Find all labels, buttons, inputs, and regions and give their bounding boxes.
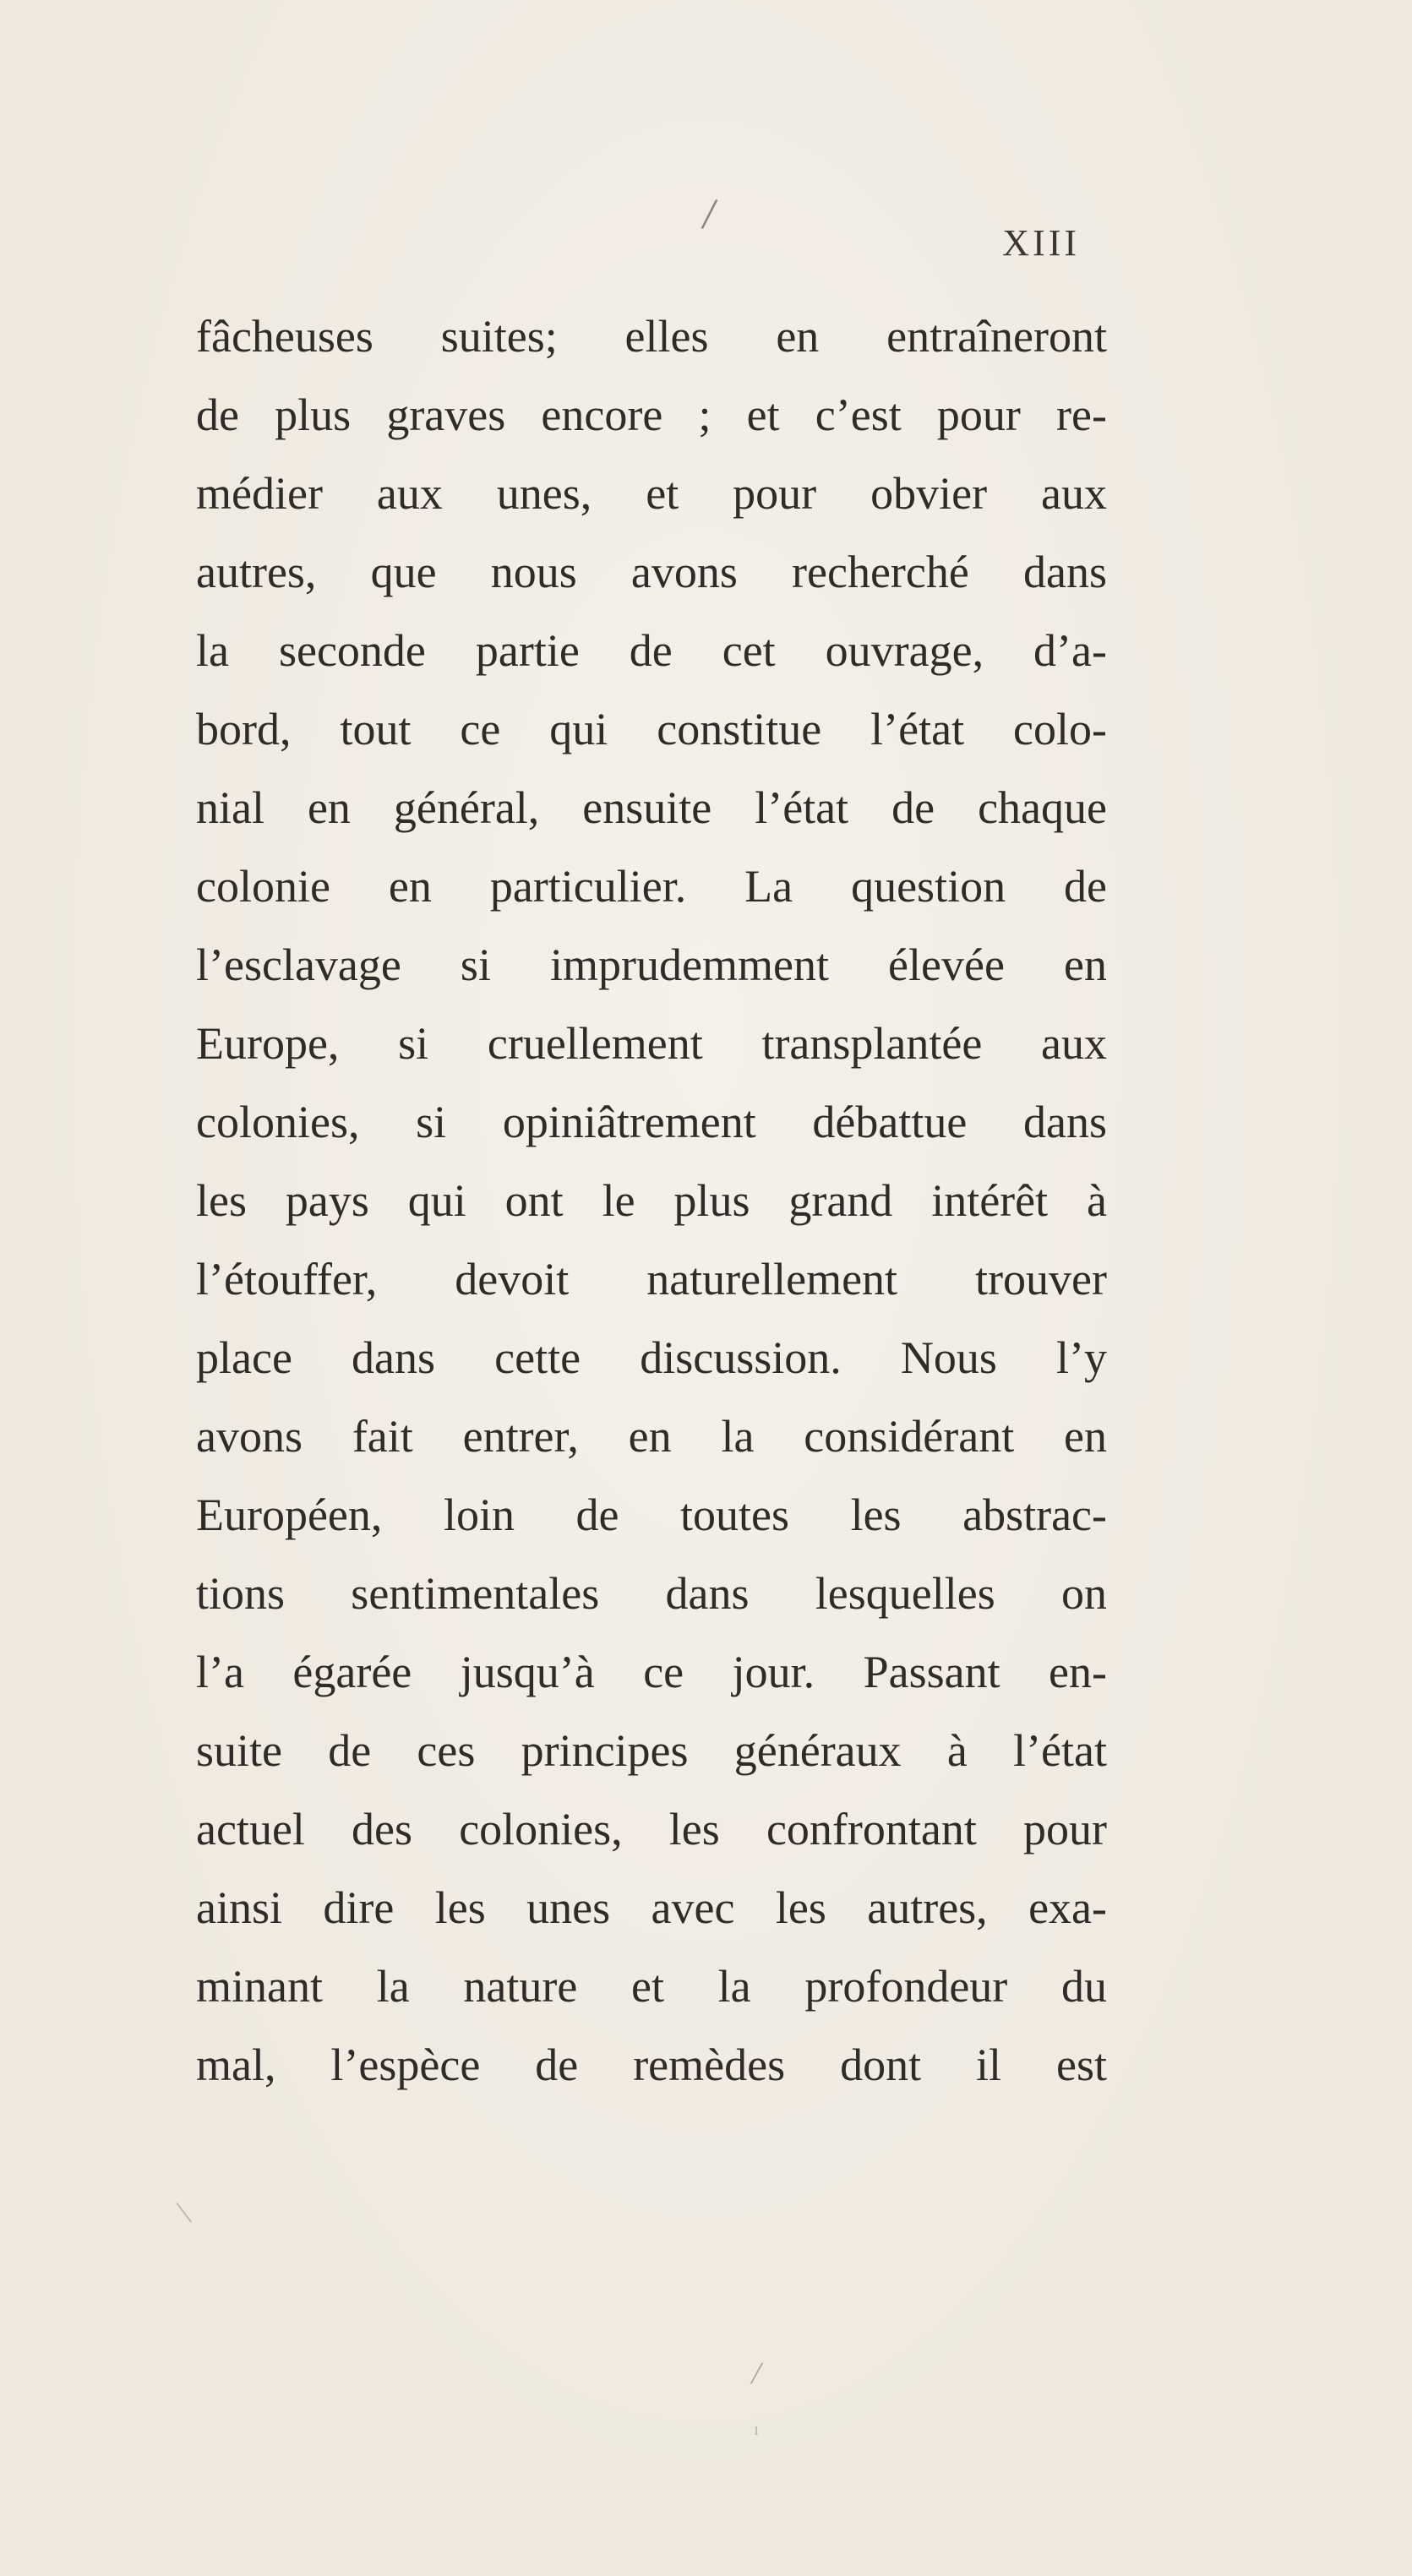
pencil-mark-top: / <box>699 188 720 240</box>
pencil-mark-small: ı <box>754 2418 760 2439</box>
pencil-mark-bottom: / <box>749 2353 765 2393</box>
text-line: l’a égarée jusqu’à ce jour. Passant en- <box>196 1647 1107 1697</box>
text-line: bord, tout ce qui constitue l’état colo- <box>196 704 1107 754</box>
text-line: fâcheuses suites; elles en entraîneront <box>196 311 1107 362</box>
page-number: XIII <box>1002 222 1080 264</box>
text-line: mal, l’espèce de remèdes dont il est <box>196 2040 1107 2090</box>
text-line: les pays qui ont le plus grand intérêt à <box>196 1175 1107 1226</box>
text-line: autres, que nous avons recherché dans <box>196 547 1107 597</box>
text-line: Européen, loin de toutes les abstrac- <box>196 1490 1107 1540</box>
text-line: l’étouffer, devoit naturellement trouver <box>196 1254 1107 1304</box>
text-line: l’esclavage si imprudemment élevée en <box>196 939 1107 990</box>
text-line: la seconde partie de cet ouvrage, d’a- <box>196 625 1107 676</box>
text-line: de plus graves encore ; et c’est pour re- <box>196 389 1107 440</box>
text-line: médier aux unes, et pour obvier aux <box>196 468 1107 519</box>
text-line: actuel des colonies, les confrontant pour <box>196 1804 1107 1854</box>
body-text <box>196 297 1107 2105</box>
text-line: minant la nature et la profondeur du <box>196 1961 1107 2012</box>
text-line: avons fait entrer, en la considérant en <box>196 1411 1107 1462</box>
text-line: ainsi dire les unes avec les autres, exa- <box>196 1882 1107 1933</box>
text-line: colonies, si opiniâtrement débattue dans <box>196 1097 1107 1147</box>
text-line: Europe, si cruellement transplantée aux <box>196 1018 1107 1069</box>
text-line: place dans cette discussion. Nous l’y <box>196 1332 1107 1383</box>
text-line: colonie en particulier. La question de <box>196 861 1107 912</box>
text-line: tions sentimentales dans lesquelles on <box>196 1568 1107 1619</box>
text-line: nial en général, ensuite l’état de chaque <box>196 782 1107 833</box>
pencil-mark-left: \ <box>173 2192 194 2232</box>
text-line: suite de ces principes généraux à l’état <box>196 1725 1107 1776</box>
